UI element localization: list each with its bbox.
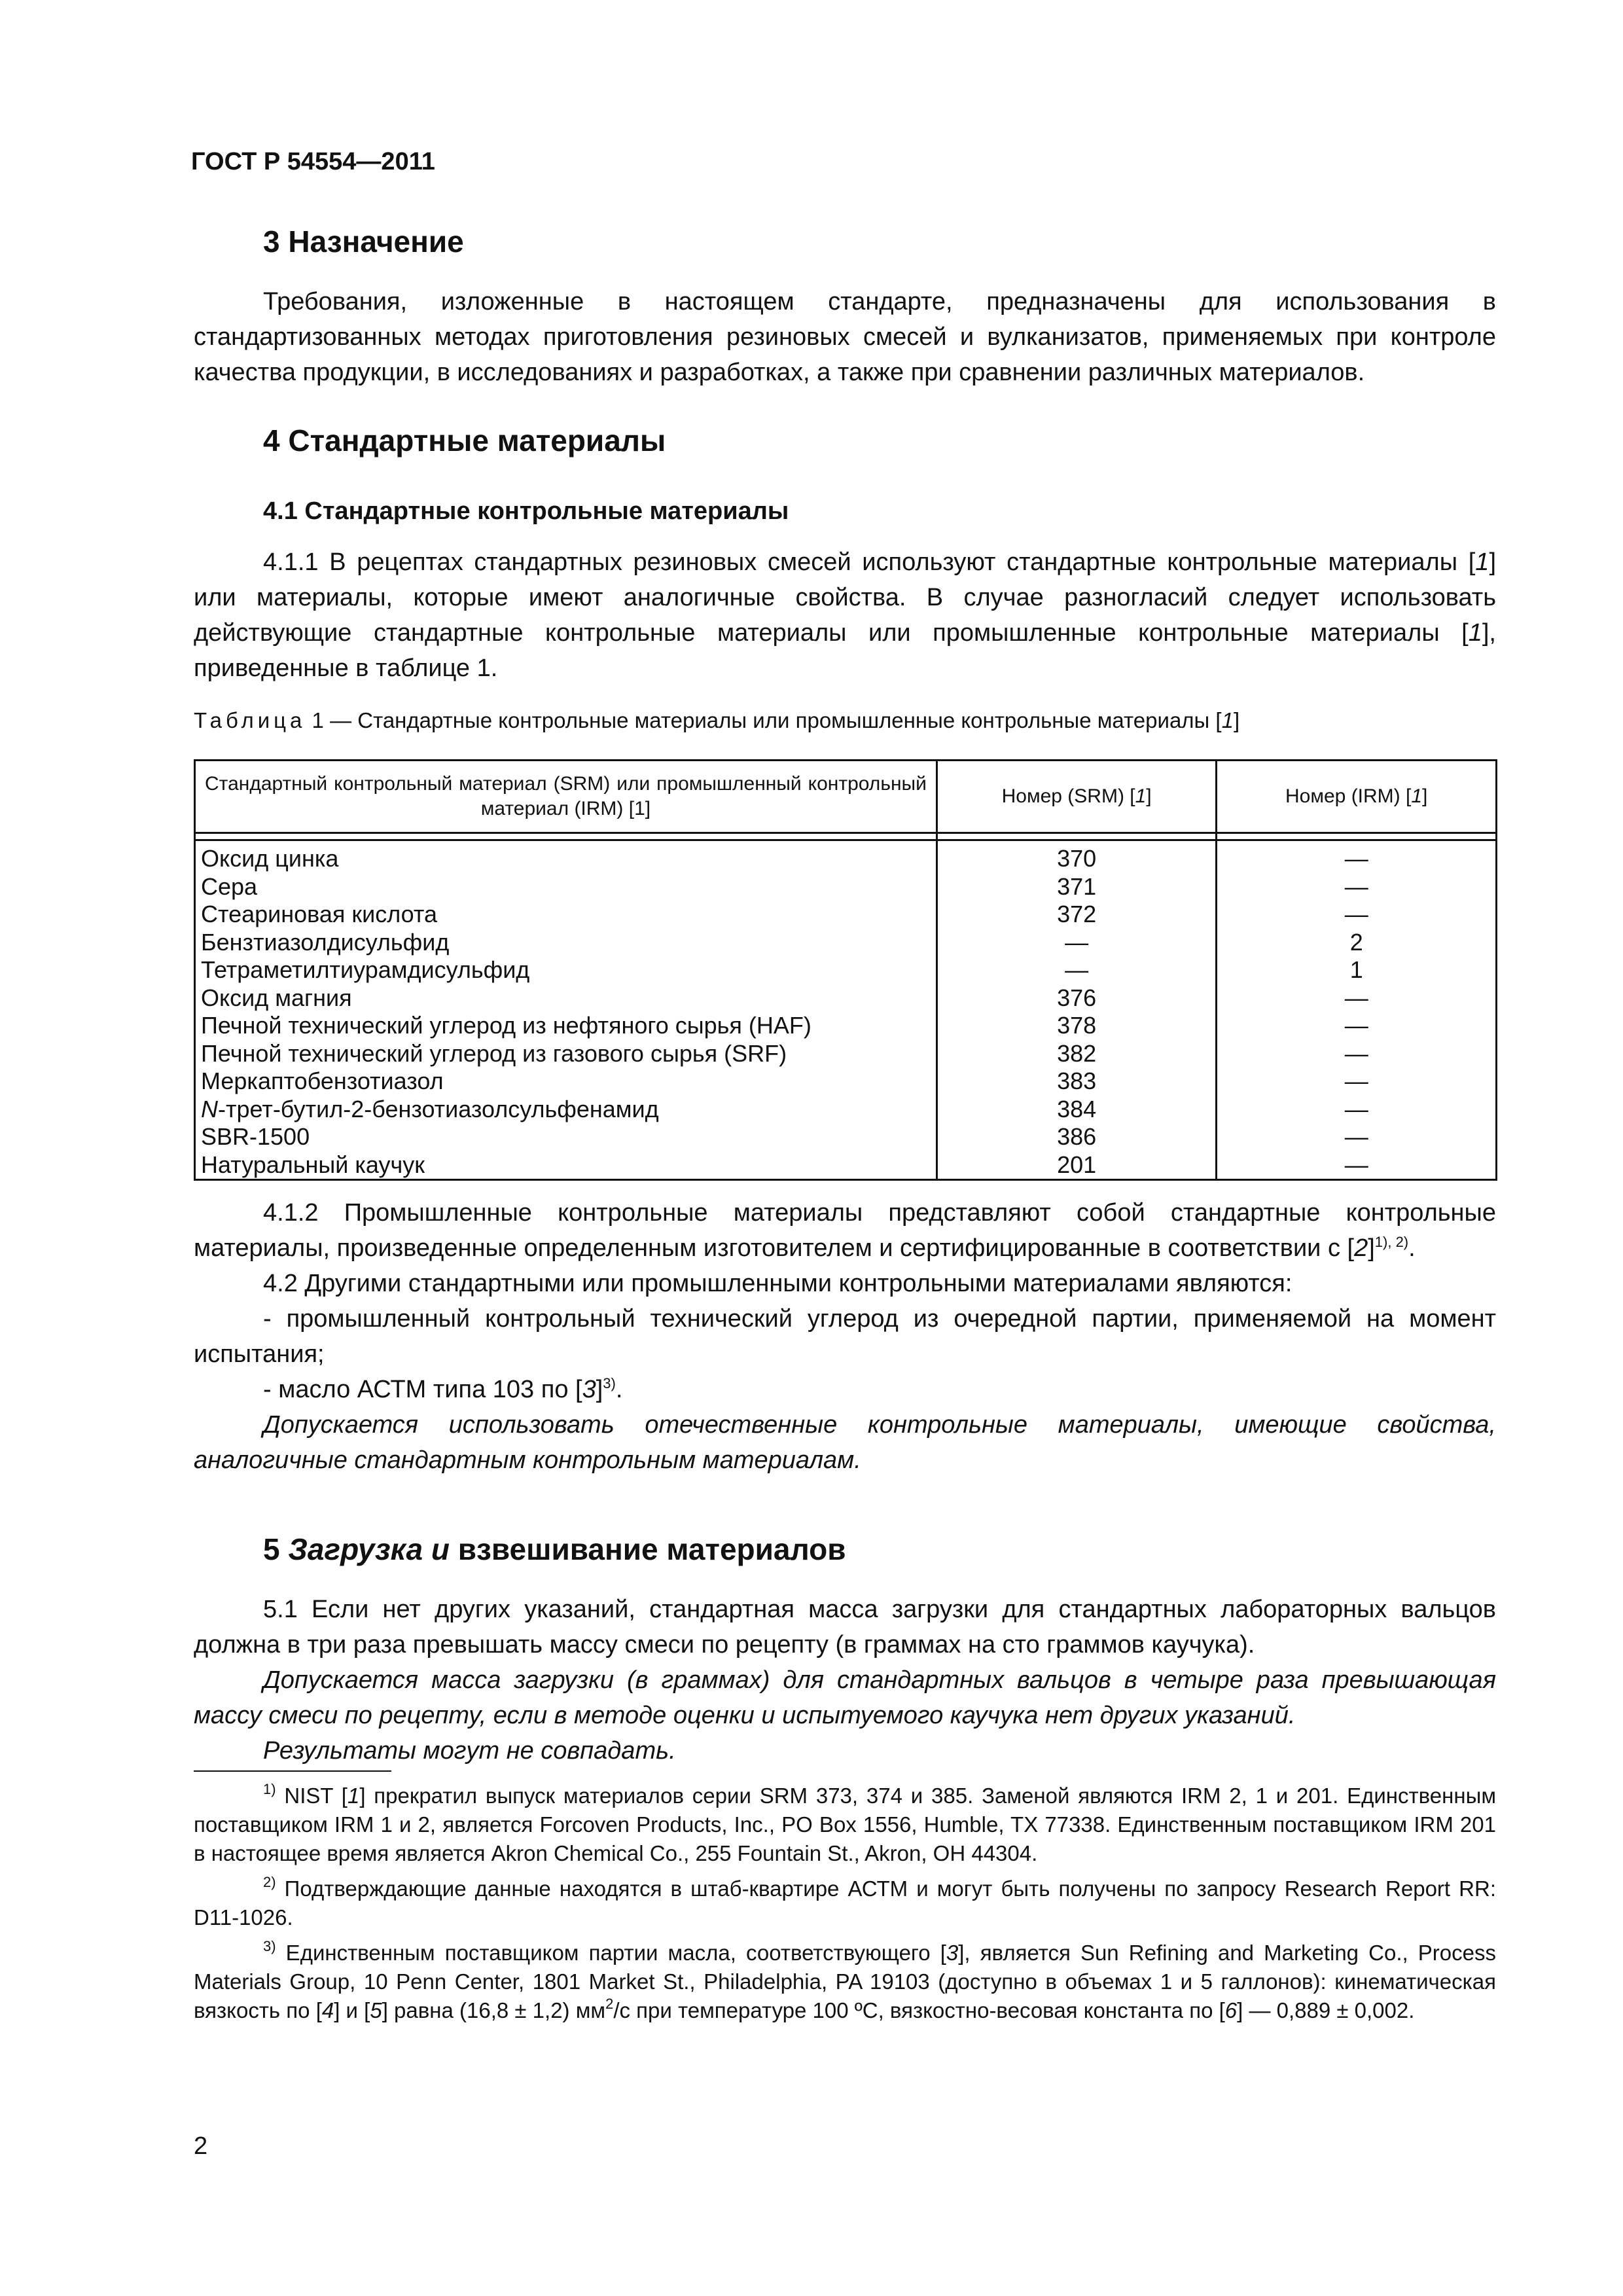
srm-number: 376 <box>936 984 1217 1013</box>
footnote-text: ] и [ <box>334 1998 370 2022</box>
section-5-number: 5 <box>263 1532 289 1566</box>
col-irm-end: ] <box>1422 785 1428 807</box>
irm-number: — <box>1217 1123 1497 1151</box>
irm-number: — <box>1217 901 1497 929</box>
table-row <box>195 1123 1497 1151</box>
table-row <box>195 956 1497 984</box>
table-header-separator <box>195 833 1497 840</box>
table-row <box>195 984 1497 1013</box>
section-5-title-rest: взвешивание материалов <box>449 1532 846 1566</box>
paragraph-5-1: 5.1 Если нет других указаний, стандартная масса загрузки для стандартных лабораторных вальцов должна в три раза превышать массу смеси по рецепту (в граммах на сто граммов каучука). <box>194 1596 1496 1659</box>
footnote-text: NIST [ <box>276 1784 348 1808</box>
footnote-marker: 3) <box>603 1375 616 1391</box>
material-name: Натуральный каучук <box>195 1151 937 1180</box>
column-header-irm <box>1217 761 1497 833</box>
paragraph-4-1-2 <box>194 1195 1496 1266</box>
column-header-srm <box>936 761 1217 833</box>
bullet-item: - промышленный контрольный технический углерод из очередной партии, применяемой на момент испытания; <box>194 1305 1496 1368</box>
col-srm-text: Номер (SRM) [ <box>1001 785 1135 807</box>
material-name-rest: -трет-бутил-2-бензотиазолсульфенамид <box>218 1095 659 1122</box>
section-3-title: 3 Назначение <box>263 224 464 259</box>
footnote-1 <box>194 1782 1496 1868</box>
allowed-note: Допускается использовать отечественные контрольные материалы, имеющие свойства, аналогичные стандартным контрольным материалам. <box>194 1411 1496 1474</box>
table-row <box>195 1067 1497 1096</box>
srm-number: 370 <box>936 840 1217 873</box>
footnote-text: Подтверждающие данные находятся в штаб-квартире АСТМ и могут быть получены по запросу Research Report RR: D11-1026. <box>194 1876 1496 1929</box>
footnote-text: Единственным поставщиком партии масла, соответствующего [ <box>276 1941 946 1965</box>
table-row <box>195 1040 1497 1068</box>
material-name: Сера <box>195 873 937 901</box>
ref-link: 1 <box>347 1784 360 1808</box>
srm-number: 384 <box>936 1096 1217 1124</box>
material-name: Печной технический углерод из газового сырья (SRF) <box>195 1040 937 1068</box>
col-srm-end: ] <box>1146 785 1152 807</box>
table-row <box>195 1096 1497 1124</box>
ref-link: 3 <box>582 1376 596 1403</box>
results-note: Результаты могут не совпадать. <box>263 1737 676 1765</box>
srm-number: 386 <box>936 1123 1217 1151</box>
para-4-1-2-bracket: ] <box>1368 1234 1375 1262</box>
standard-header: ГОСТ Р 54554—2011 <box>191 148 435 175</box>
table-header-row <box>195 761 1497 833</box>
table-caption-end: ] <box>1233 708 1240 732</box>
irm-number: — <box>1217 1067 1497 1096</box>
section-5-text <box>194 1592 1496 1768</box>
table-caption <box>194 708 1240 733</box>
irm-number: — <box>1217 1151 1497 1180</box>
irm-number: — <box>1217 840 1497 873</box>
material-name: Бензтиазолдисульфид <box>195 929 937 957</box>
subsection-4-1-title: 4.1 Стандартные контрольные материалы <box>263 497 789 525</box>
ref-link: 1 <box>1475 548 1489 576</box>
footnote-marker: 3) <box>263 1938 276 1954</box>
footnote-2 <box>194 1874 1496 1932</box>
material-name-italic: N <box>201 1095 218 1122</box>
bullet-item <box>194 1372 1496 1407</box>
material-name: Печной технический углерод из нефтяного сырья (HAF) <box>195 1012 937 1040</box>
section-3-text <box>194 284 1496 390</box>
purpose-paragraph: Требования, изложенные в настоящем стандарте, предназначены для использования в стандартизованных методах приготовления резиновых смесей и вулканизатов, применяемых при контроле качества продукции, в исследованиях и разработках, а также при сравнении различных материалов. <box>194 288 1496 386</box>
table-row <box>195 929 1497 957</box>
material-name: Меркаптобензотиазол <box>195 1067 937 1096</box>
material-name: SBR-1500 <box>195 1123 937 1151</box>
ref-link: 6 <box>1224 1998 1238 2022</box>
section-4-continued <box>194 1195 1496 1478</box>
footnote-text: ] — 0,889 ± 0,002. <box>1237 1998 1415 2022</box>
footnote-text: /с при температуре 100 ºС, вязкостно-весовая константа по [ <box>613 1998 1225 2022</box>
footnote-marker: 1) <box>263 1781 276 1797</box>
irm-number: 2 <box>1217 929 1497 957</box>
footnote-marker: 2) <box>263 1874 276 1890</box>
para-4-1-1-part-c: ], приведенные в таблице 1. <box>194 619 1496 682</box>
irm-number: — <box>1217 1040 1497 1068</box>
irm-number: 1 <box>1217 956 1497 984</box>
allowed-note: Допускается масса загрузки (в граммах) для стандартных вальцов в четыре раза превышающая массу смеси по рецепту, если в методе оценки и испытуемого каучука нет других указаний. <box>194 1666 1496 1729</box>
section-5-title-italic: Загрузка и <box>288 1532 450 1566</box>
irm-number: — <box>1217 873 1497 901</box>
srm-number: — <box>936 956 1217 984</box>
table-row <box>195 1151 1497 1180</box>
table-caption-prefix: Таблица <box>194 708 306 732</box>
ref-link: 5 <box>370 1998 382 2022</box>
srm-number: 201 <box>936 1151 1217 1180</box>
irm-number: — <box>1217 984 1497 1013</box>
footnote-divider <box>194 1770 391 1772</box>
footnote-marker: 1), 2) <box>1374 1234 1409 1250</box>
material-name: Стеариновая кислота <box>195 901 937 929</box>
footnote-3 <box>194 1939 1496 2025</box>
footnotes <box>194 1782 1496 2025</box>
irm-number: — <box>1217 1096 1497 1124</box>
footnote-text: ], является Sun Refining and Marketing Co., Process Materials Group, 10 Penn Center, 1801 Market St., Philadelphia, PA 19103 (доступно в объемах 1 и 5 галлонов): кинематическая вязкость по [ <box>194 1941 1496 2022</box>
srm-number: 382 <box>936 1040 1217 1068</box>
col-irm-text: Номер (IRM) [ <box>1285 785 1412 807</box>
srm-number: — <box>936 929 1217 957</box>
footnote-text: ] прекратил выпуск материалов серии SRM 373, 374 и 385. Заменой являются IRM 2, 1 и 201. Единственным поставщиком IRM 1 и 2, является Forcoven Products, Inc., PO Box 1556, Humble, TX 77338. Единственным поставщиком IRM 201 в настоящее время является Akron Chemical Co., 255 Fountain St., Akron, OH 44304. <box>194 1784 1497 1865</box>
section-5-title <box>263 1532 846 1567</box>
bullet-bracket: ] <box>596 1376 603 1403</box>
material-name: Оксид цинка <box>195 840 937 873</box>
srm-number: 372 <box>936 901 1217 929</box>
srm-number: 371 <box>936 873 1217 901</box>
para-4-1-1-part-b: ] или материалы, которые имеют аналогичные свойства. В случае разногласий следует использовать действующие стандартные контрольные материалы или промышленные контрольные материалы [ <box>194 548 1496 647</box>
superscript: 2 <box>605 1996 614 2012</box>
irm-number: — <box>1217 1012 1497 1040</box>
page-number: 2 <box>194 2132 208 2160</box>
table-caption-text: 1 — Стандартные контрольные материалы или промышленные контрольные материалы [ <box>306 708 1222 732</box>
ref-link: 1 <box>1468 619 1482 647</box>
material-name <box>195 1096 937 1124</box>
srm-number: 383 <box>936 1067 1217 1096</box>
ref-link: 2 <box>1354 1234 1368 1262</box>
bullet-end: . <box>615 1376 623 1403</box>
table-row <box>195 1012 1497 1040</box>
srm-number: 378 <box>936 1012 1217 1040</box>
column-header-material: Стандартный контрольный материал (SRM) или промышленный контрольный материал (IRM) [1] <box>195 761 937 833</box>
paragraph-4-2: 4.2 Другими стандартными или промышленными контрольными материалами являются: <box>263 1270 1293 1297</box>
table-row <box>195 840 1497 873</box>
table-row <box>195 873 1497 901</box>
ref-link: 1 <box>1221 708 1234 732</box>
ref-link: 4 <box>321 1998 334 2022</box>
ref-link: 3 <box>946 1941 959 1965</box>
paragraph-4-1-1 <box>194 545 1496 686</box>
ref-link: 1 <box>1135 785 1147 807</box>
footnote-text: ] равна (16,8 ± 1,2) мм <box>382 1998 606 2022</box>
material-name: Оксид магния <box>195 984 937 1013</box>
ref-link: 1 <box>1411 785 1423 807</box>
material-name: Тетраметилтиурамдисульфид <box>195 956 937 984</box>
bullet-text: - масло АСТМ типа 103 по [ <box>263 1376 582 1403</box>
para-4-1-2-text: 4.1.2 Промышленные контрольные материалы представляют собой стандартные контрольные материалы, произведенные определенным изготовителем и сертифицированные в соответствии с [ <box>194 1199 1496 1262</box>
materials-table <box>194 759 1497 1181</box>
para-4-1-2-end: . <box>1408 1234 1416 1262</box>
table-row <box>195 901 1497 929</box>
para-4-1-1-part-a: 4.1.1 В рецептах стандартных резиновых смесей используют стандартные контрольные материалы [ <box>263 548 1476 576</box>
section-4-title: 4 Стандартные материалы <box>263 423 666 457</box>
